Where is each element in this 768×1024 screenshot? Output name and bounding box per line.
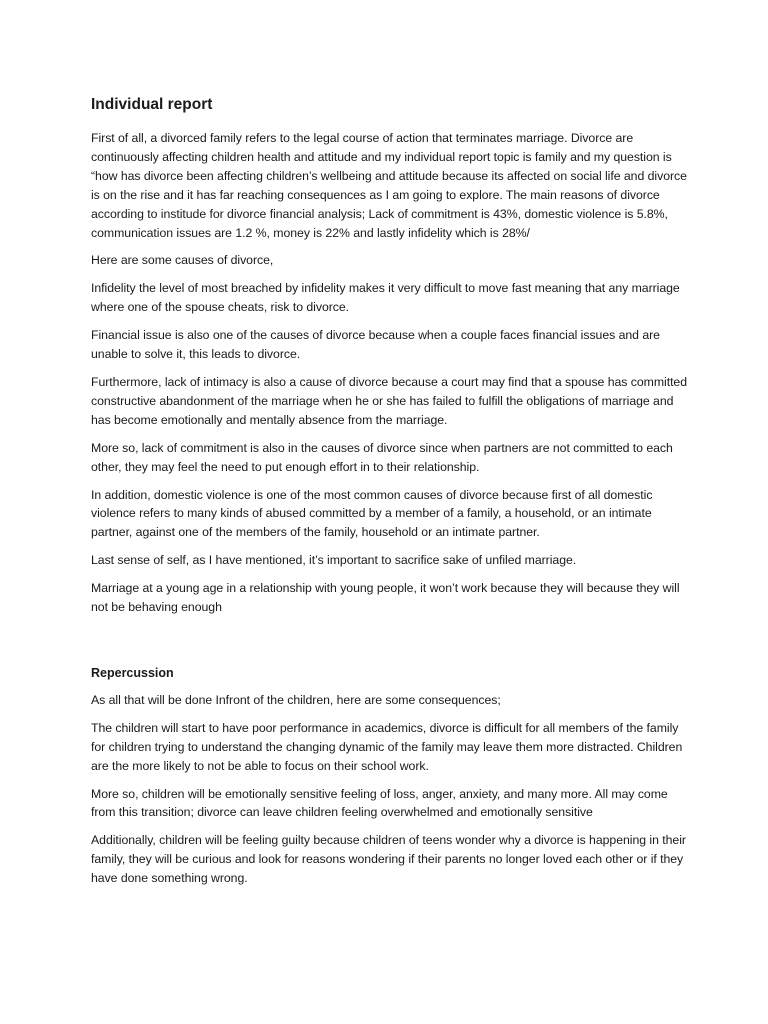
repercussion-academics-paragraph: The children will start to have poor performance in academics, divorce is difficult for all members of the family for children trying to understand the changing dynamic of the family may leave them more distracted. Children are the more likely to not be able to focus on their school work. — [91, 720, 683, 773]
section-spacer — [91, 626, 688, 664]
cause-sense-of-self-paragraph: Last sense of self, as I have mentioned, it’s important to sacrifice sake of unfiled marriage. — [91, 553, 577, 568]
cause-commitment-paragraph: More so, lack of commitment is also in the causes of divorce since when partners are not committed to each other, they may feel the need to put enough effort in to their relationship. — [91, 440, 673, 474]
repercussion-intro-paragraph: As all that will be done Infront of the children, here are some consequences; — [91, 692, 501, 707]
cause-financial-paragraph: Financial issue is also one of the causes of divorce because when a couple faces financial issues and are unable to solve it, this leads to divorce. — [91, 328, 660, 362]
document-title: Individual report — [91, 96, 213, 113]
repercussion-heading: Repercussion — [91, 665, 174, 680]
repercussion-guilt-paragraph: Additionally, children will be feeling guilty because children of teens wonder why a divorce is happening in their family, they will be curious and look for reasons wondering if their parents no longer loved each other or if they have done something wrong. — [91, 833, 686, 886]
cause-infidelity-paragraph: Infidelity the level of most breached by infidelity makes it very difficult to move fast meaning that any marriage where one of the spouse cheats, risk to divorce. — [91, 281, 680, 315]
cause-intimacy-paragraph: Furthermore, lack of intimacy is also a cause of divorce because a court may find that a spouse has committed constructive abandonment of the marriage when he or she has failed to fulfill the obligations of marriage and has become emotionally and mentally absence from the marriage. — [91, 374, 688, 427]
intro-paragraph: First of all, a divorced family refers to the legal course of action that terminates marriage. Divorce are continuously affecting children health and attitude and my individual report topic is family and my question is “how has divorce been affecting children’s wellbeing and attitude because its affected on social life and divorce is on the rise and it has far reaching consequences as I am going to explore. The main reasons of divorce according to institude for divorce financial analysis; Lack of commitment is 43%, domestic violence is 5.8%, communication issues are 1.2 %, money is 22% and lastly infidelity which is 28%/ — [91, 131, 687, 240]
cause-domestic-violence-paragraph: In addition, domestic violence is one of the most common causes of divorce because first of all domestic violence refers to many kinds of abused committed by a member of a family, a household, or an intimate partner, against one of the members of the family, household or an intimate partner. — [91, 487, 653, 540]
repercussion-emotional-paragraph: More so, children will be emotionally sensitive feeling of loss, anger, anxiety, and many more. All may come from this transition; divorce can leave children feeling overwhelmed and emotionally sensitive — [91, 786, 668, 820]
causes-intro-paragraph: Here are some causes of divorce, — [91, 253, 274, 268]
cause-young-age-paragraph: Marriage at a young age in a relationship with young people, it won’t work because they will because they will not be behaving enough — [91, 581, 680, 615]
